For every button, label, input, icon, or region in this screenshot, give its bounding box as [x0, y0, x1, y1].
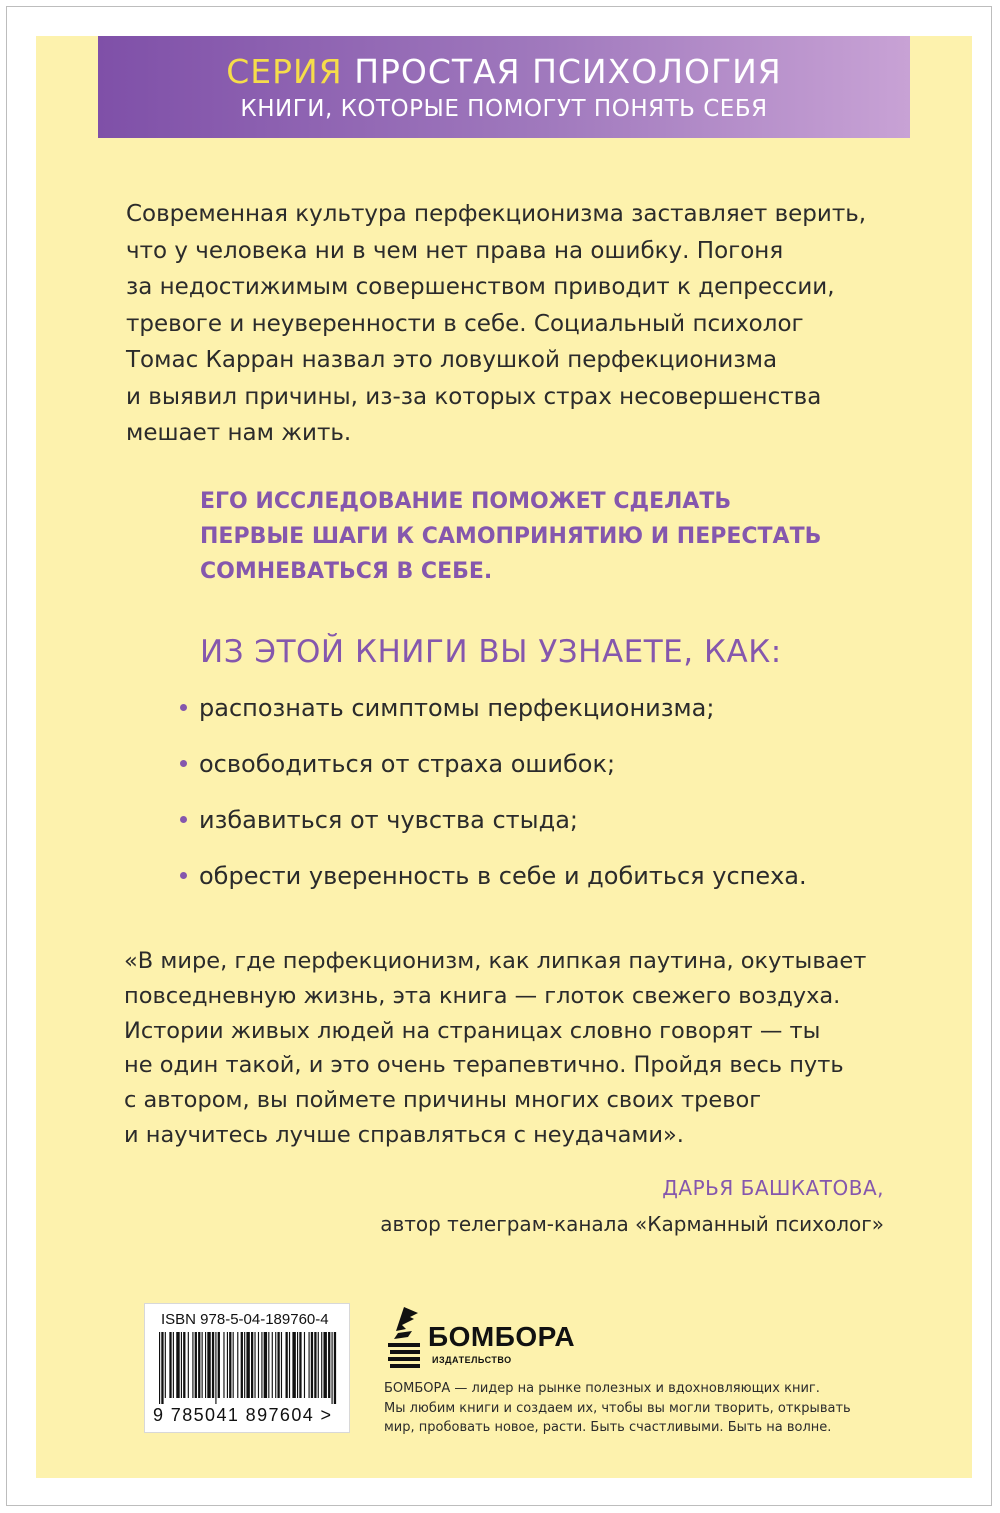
series-name: ПРОСТАЯ ПСИХОЛОГИЯ	[354, 52, 782, 91]
quote-line: повседневную жизнь, эта книга — глоток свежего воздуха.	[124, 982, 841, 1009]
intro-line: и выявил причины, из-за которых страх несовершенства	[126, 383, 822, 410]
barcode-number: 9 785041 897604 >	[153, 1405, 333, 1425]
intro-line: что у человека ни в чем нет права на ошибку. Погоня	[126, 237, 784, 264]
series-banner	[98, 36, 910, 138]
intro-line: за недостижимым совершенством приводит к депрессии,	[126, 274, 835, 300]
list-item-text: обрести уверенность в себе и добиться успеха.	[199, 862, 807, 890]
intro-line: мешает нам жить.	[126, 420, 352, 446]
quote-author-name: ДАРЬЯ БАШКАТОВА,	[662, 1176, 884, 1200]
list-item-text: избавиться от чувства стыда;	[199, 806, 578, 834]
publisher-description-line: БОМБОРА — лидер на рынке полезных и вдохновляющих книг.	[384, 1381, 820, 1396]
list-item-text: распознать симптомы перфекционизма;	[199, 694, 715, 722]
intro-line: Томас Карран назвал это ловушкой перфекционизма	[126, 347, 778, 373]
bullet-dot-icon	[180, 872, 187, 879]
quote-author-role: автор телеграм-канала «Карманный психолог»	[380, 1212, 884, 1236]
quote-line: «В мире, где перфекционизм, как липкая паутина, окутывает	[124, 948, 867, 974]
bullet-dot-icon	[180, 816, 187, 823]
isbn-barcode-box	[144, 1303, 350, 1433]
quote-line: с автором, вы поймете причины многих своих тревог	[124, 1087, 762, 1114]
barcode-icon	[155, 1332, 341, 1404]
quote-line: и научитесь лучше справляться с неудачами».	[124, 1121, 684, 1148]
list-item	[180, 744, 615, 784]
list-heading: ИЗ ЭТОЙ КНИГИ ВЫ УЗНАЕТЕ, КАК:	[200, 634, 782, 670]
intro-line: Современная культура перфекционизма заставляет верить,	[126, 201, 867, 227]
intro-paragraph	[126, 196, 886, 452]
list-item	[180, 800, 578, 840]
isbn-label: ISBN 978-5-04-189760-4	[161, 1311, 329, 1328]
publisher-description	[384, 1379, 864, 1438]
review-quote	[124, 944, 904, 1153]
series-title	[98, 52, 910, 91]
quote-line: не один такой, и это очень терапевтично. Пройдя весь путь	[124, 1052, 844, 1079]
publisher-description-line: Мы любим книги и создаем их, чтобы вы могли творить, открывать	[384, 1400, 851, 1416]
bullet-dot-icon	[180, 760, 187, 767]
publisher-subtitle: ИЗДАТЕЛЬСТВО	[432, 1355, 512, 1365]
highlight-statement	[200, 484, 900, 589]
highlight-line: ПЕРВЫЕ ШАГИ К САМОПРИНЯТИЮ И ПЕРЕСТАТЬ	[200, 524, 822, 549]
publisher-description-line: мир, пробовать новое, расти. Быть счастливыми. Быть на волне.	[384, 1420, 832, 1435]
series-tagline: КНИГИ, КОТОРЫЕ ПОМОГУТ ПОНЯТЬ СЕБЯ	[240, 96, 768, 122]
publisher-logo	[384, 1305, 584, 1375]
publisher-logo-icon	[384, 1305, 424, 1369]
intro-line: тревоге и неуверенности в себе. Социальный психолог	[126, 310, 804, 337]
list-item-text: освободиться от страха ошибок;	[199, 750, 616, 778]
bullet-dot-icon	[180, 704, 187, 711]
list-item	[180, 688, 714, 728]
highlight-line: СОМНЕВАТЬСЯ В СЕБЕ.	[200, 559, 493, 584]
quote-line: Истории живых людей на страницах словно говорят — ты	[124, 1017, 821, 1044]
highlight-line: ЕГО ИССЛЕДОВАНИЕ ПОМОЖЕТ СДЕЛАТЬ	[200, 489, 732, 514]
series-word: СЕРИЯ	[226, 52, 343, 91]
publisher-name: БОМБОРА	[428, 1321, 576, 1352]
list-item	[180, 856, 807, 896]
